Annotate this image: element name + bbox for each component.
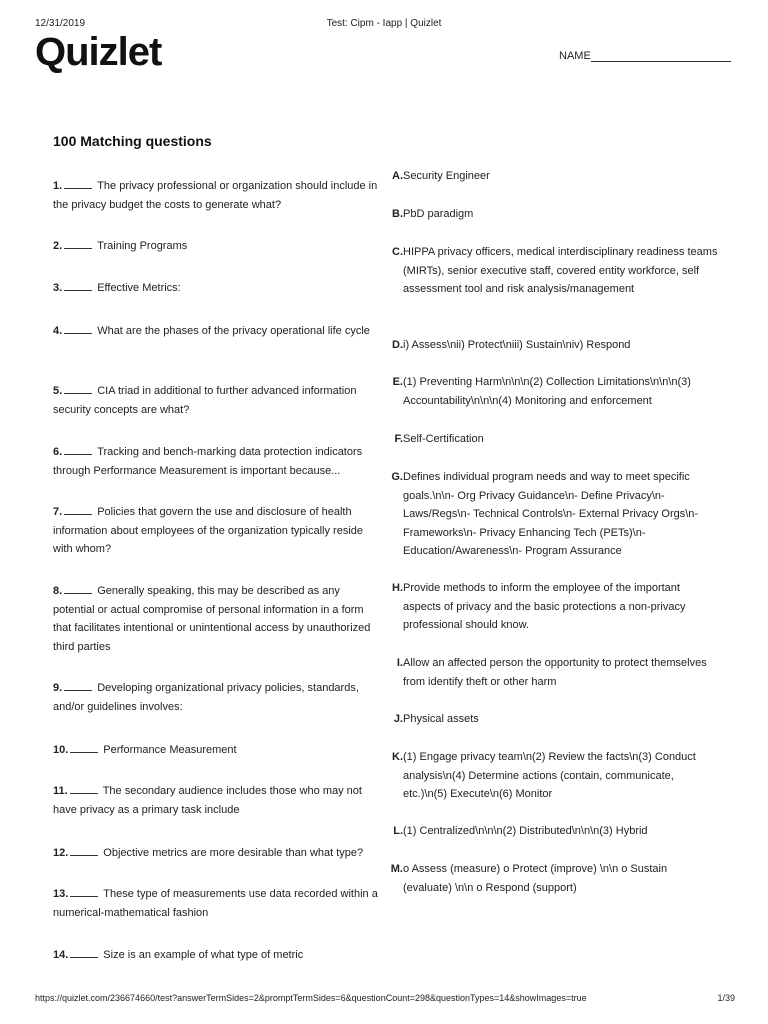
answer-item — [388, 654, 718, 691]
answer-letter: A. — [392, 170, 403, 182]
answer-item — [388, 579, 718, 635]
question-number: 2. — [53, 240, 63, 252]
answer-blank — [64, 443, 92, 455]
answer-item — [388, 822, 718, 841]
question-text: Effective Metrics: — [97, 282, 181, 294]
question-text: Size is an example of what type of metric — [103, 949, 304, 961]
question-number: 6. — [53, 446, 63, 458]
question-item — [53, 782, 383, 819]
answer-letter: G. — [391, 471, 403, 483]
question-number: 5. — [53, 385, 63, 397]
question-number: 13. — [53, 888, 69, 900]
question-number: 4. — [53, 325, 63, 337]
answer-blank — [64, 679, 92, 691]
answer-letter: H. — [392, 582, 403, 594]
answer-letter: B. — [392, 208, 403, 220]
answer-blank — [70, 844, 98, 856]
question-text: These type of measurements use data recorded within a numerical-mathematical fashion — [53, 888, 378, 919]
question-item — [53, 503, 383, 559]
answer-text: PbD paradigm — [403, 208, 474, 220]
answer-item — [388, 860, 718, 897]
answer-item — [388, 373, 718, 410]
question-item — [53, 582, 383, 656]
answer-letter: D. — [392, 339, 403, 351]
question-item — [53, 237, 383, 256]
answer-blank — [70, 741, 98, 753]
question-item — [53, 741, 383, 760]
answer-text: i) Assess\nii) Protect\niii) Sustain\niv) Respond — [403, 339, 631, 351]
answer-text: Physical assets — [403, 713, 479, 725]
question-item — [53, 279, 383, 298]
question-text: Generally speaking, this may be described as any potential or actual compromise of personal information in a form that facilitates intentional or unintentional access by unauthorized third parties — [53, 585, 371, 653]
question-number: 7. — [53, 506, 63, 518]
name-label: NAME — [559, 50, 591, 62]
question-number: 11. — [53, 785, 68, 797]
question-number: 12. — [53, 847, 69, 859]
question-item — [53, 946, 383, 965]
answer-blank — [64, 322, 92, 334]
answer-item — [388, 243, 718, 299]
answer-blank — [70, 782, 98, 794]
answer-letter: E. — [392, 376, 403, 388]
question-text: Policies that govern the use and disclosure of health information about employees of the organization typically reside with whom? — [53, 506, 364, 555]
answer-text: Defines individual program needs and way to meet specific goals.\n\n- Org Privacy Guidance\n- Define Privacy\n-Laws/Regs\n- Technical Controls\n- External Privacy Orgs\n-Frameworks\n- Privacy Enhancing Tech (PETs)\n-Education/Awareness\n- Program Assurance — [403, 471, 699, 557]
answer-item — [388, 205, 718, 224]
answer-letter: C. — [392, 246, 403, 258]
answer-text: HIPPA privacy officers, medical interdisciplinary readiness teams (MIRTs), senior executive staff, covered entity workforce, self assessment tool and risk analysis/management — [403, 246, 718, 295]
question-number: 9. — [53, 682, 63, 694]
answer-text: Allow an affected person the opportunity to protect themselves from identify theft or other harm — [403, 657, 707, 688]
question-item — [53, 382, 383, 419]
answer-letter: M. — [390, 863, 403, 875]
question-number: 1. — [53, 180, 63, 192]
answer-letter: I. — [396, 657, 403, 669]
document-title: Test: Cipm - Iapp | Quizlet — [326, 18, 442, 29]
question-text: The secondary audience includes those who may not have privacy as a primary task include — [53, 785, 362, 816]
question-item — [53, 885, 383, 922]
question-number: 10. — [53, 744, 69, 756]
answer-blank — [64, 382, 92, 394]
name-blank-line — [591, 48, 731, 62]
question-text: Developing organizational privacy policies, standards, and/or guidelines involves: — [53, 682, 359, 713]
footer-url: https://quizlet.com/236674660/test?answerTermSides=2&promptTermSides=6&questionCount=298&questionTypes=14&showImages=true — [35, 993, 587, 1003]
answer-letter: L. — [393, 825, 403, 837]
question-text: CIA triad in additional to further advanced information security concepts are what? — [53, 385, 357, 416]
question-text: Objective metrics are more desirable than what type? — [103, 847, 364, 859]
answer-item — [388, 748, 718, 804]
page-number: 1/39 — [717, 993, 735, 1003]
answer-text: Security Engineer — [403, 170, 490, 182]
answer-blank — [64, 177, 92, 189]
name-field — [559, 48, 731, 62]
answer-item — [388, 336, 718, 355]
question-text: What are the phases of the privacy operational life cycle — [97, 325, 370, 337]
question-item — [53, 443, 383, 480]
answer-item — [388, 167, 718, 186]
answer-text: o Assess (measure) o Protect (improve) \n\n o Sustain (evaluate) \n\n o Respond (support) — [403, 863, 668, 894]
answer-item — [388, 710, 718, 729]
question-text: Tracking and bench-marking data protection indicators through Performance Measurement is important because... — [53, 446, 363, 477]
answer-item — [388, 430, 718, 449]
answer-blank — [64, 237, 92, 249]
answer-text: Provide methods to inform the employee of the important aspects of privacy and the basic protections a non-privacy professional should know. — [403, 582, 686, 631]
answer-blank — [70, 946, 98, 958]
answer-blank — [64, 503, 92, 515]
quizlet-logo: Quizlet — [35, 30, 162, 74]
answer-blank — [64, 279, 92, 291]
question-item — [53, 679, 383, 716]
answer-text: (1) Preventing Harm\n\n\n(2) Collection Limitations\n\n\n(3) Accountability\n\n\n(4) Monitoring and enforcement — [403, 376, 691, 407]
answer-letter: K. — [392, 751, 403, 763]
section-title: 100 Matching questions — [53, 133, 212, 149]
question-number: 3. — [53, 282, 63, 294]
answer-blank — [70, 885, 98, 897]
question-text: The privacy professional or organization should include in the privacy budget the costs to generate what? — [53, 180, 378, 211]
question-text: Training Programs — [97, 240, 188, 252]
answer-item — [388, 468, 718, 561]
answer-text: (1) Engage privacy team\n(2) Review the facts\n(3) Conduct analysis\n(4) Determine actions (contain, communicate, etc.)\n(5) Execute\n(6) Monitor — [403, 751, 696, 800]
answer-text: Self-Certification — [403, 433, 484, 445]
question-item — [53, 844, 383, 863]
question-text: Performance Measurement — [103, 744, 237, 756]
answer-letter: F. — [394, 433, 403, 445]
question-item — [53, 322, 383, 341]
question-number: 8. — [53, 585, 63, 597]
print-date: 12/31/2019 — [35, 18, 86, 29]
question-item — [53, 177, 383, 214]
answer-text: (1) Centralized\n\n\n(2) Distributed\n\n\n(3) Hybrid — [403, 825, 648, 837]
answer-blank — [64, 582, 92, 594]
question-number: 14. — [53, 949, 69, 961]
answer-letter: J. — [393, 713, 403, 725]
